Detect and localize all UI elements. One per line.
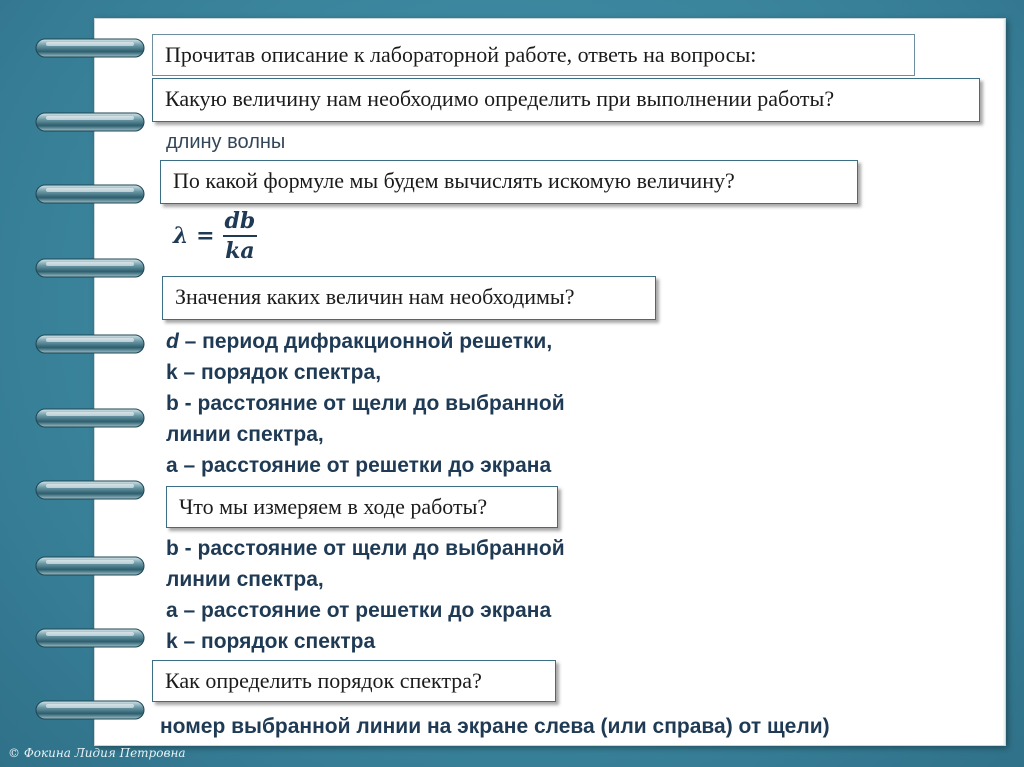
spiral-ring: [36, 113, 144, 131]
spiral-binding: [0, 0, 160, 767]
intro-text: Прочитав описание к лабораторной работе, ответь на вопросы:: [165, 42, 757, 67]
answer-4-line-3: a – расстояние от решетки до экрана: [166, 599, 552, 622]
answer-3-line-2: k – порядок спектра,: [166, 361, 382, 384]
formula-denominator: ka: [225, 238, 255, 264]
answer-3-line-3: b - расстояние от щели до выбранной: [166, 392, 565, 415]
formula-numerator: db: [224, 208, 256, 234]
question-2-box: [160, 160, 858, 204]
question-1-box: [152, 78, 980, 122]
answer-5: номер выбранной линии на экране слева (или справа) от щели): [160, 715, 830, 738]
spiral-ring: [36, 39, 144, 57]
question-5-text: Как определить порядок спектра?: [165, 668, 482, 693]
spiral-ring: [36, 701, 144, 719]
formula-lhs: λ =: [173, 223, 215, 249]
answer-3-line-5: a – расстояние от решетки до экрана: [166, 454, 552, 477]
answer-4-line-1: b - расстояние от щели до выбранной: [166, 537, 565, 560]
question-1-text: Какую величину нам необходимо определить при выполнении работы?: [165, 86, 835, 111]
answer-4-line-2: линии спектра,: [166, 568, 324, 591]
spiral-ring: [36, 481, 144, 499]
answer-4-line-4: k – порядок спектра: [166, 630, 376, 653]
question-5-box: [152, 660, 556, 702]
answer-3-line-1-text: – период дифракционной решетки,: [178, 330, 553, 353]
question-3-text: Значения каких величин нам необходимы?: [175, 284, 575, 309]
spiral-ring: [36, 335, 144, 353]
author-credit: © Фокина Лидия Петровна: [8, 746, 186, 760]
var-d: d: [166, 330, 179, 353]
spiral-ring: [36, 259, 144, 277]
spiral-ring: [36, 629, 144, 647]
spiral-ring: [36, 409, 144, 427]
answer-3-line-4: линии спектра,: [166, 423, 324, 446]
spiral-ring: [36, 557, 144, 575]
formula-fraction: [223, 207, 258, 265]
question-4-box: [166, 486, 558, 528]
question-3-box: [162, 276, 656, 320]
wavelength-formula: [173, 207, 257, 265]
question-4-text: Что мы измеряем в ходе работы?: [179, 494, 488, 519]
spiral-ring: [36, 185, 144, 203]
intro-box: [152, 34, 915, 76]
question-2-text: По какой формуле мы будем вычислять искомую величину?: [173, 168, 735, 193]
answer-1: длину волны: [166, 131, 286, 153]
answer-3-line-1: [166, 326, 552, 357]
